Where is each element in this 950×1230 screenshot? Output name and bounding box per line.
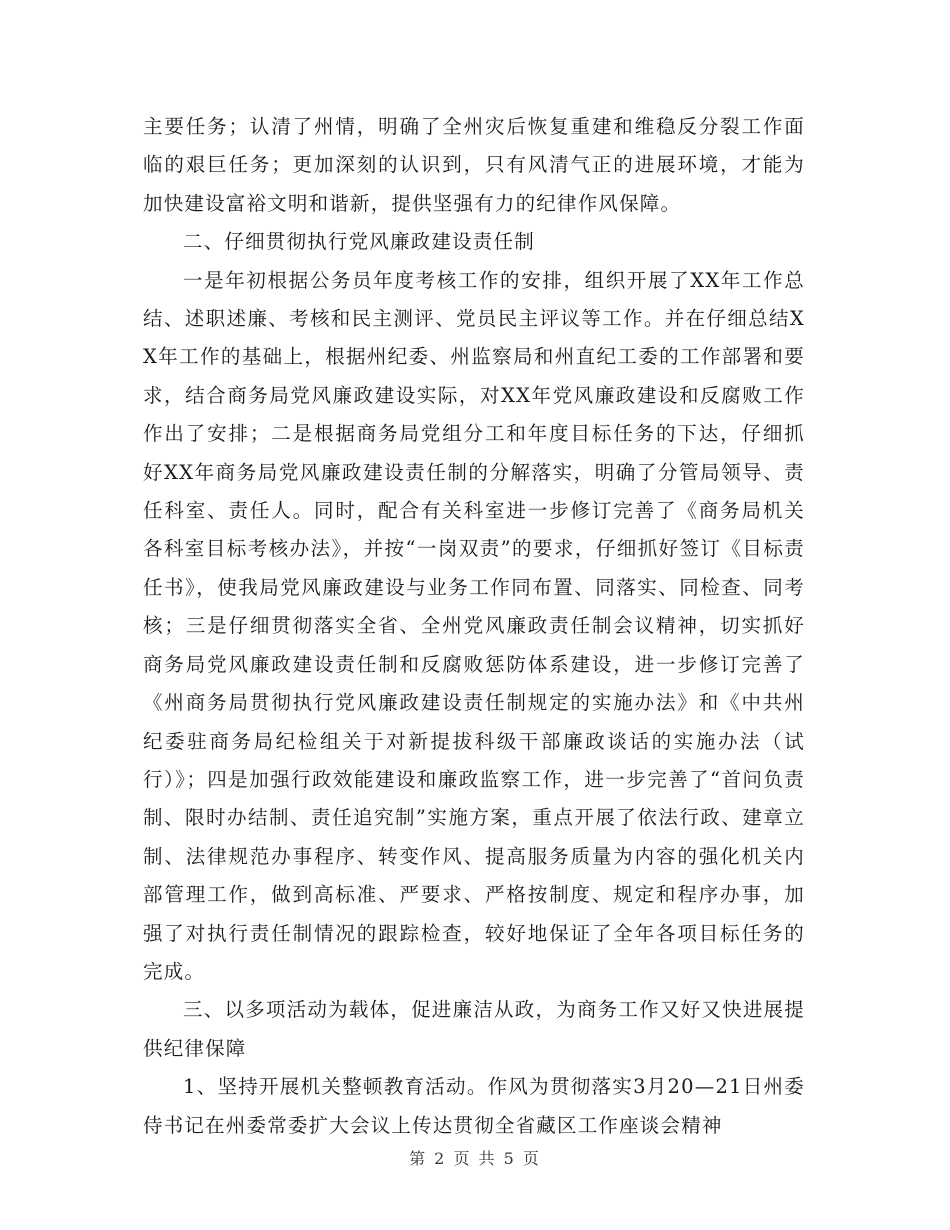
section-heading-2: 二、仔细贯彻执行党风廉政建设责任制 — [183, 230, 535, 254]
paragraph-rectification-activity: 1、坚持开展机关整顿教育活动。作风为贯彻落实3月20—21日州委侍书记在州委常委扩大会议上传达贯彻全省藏区工作座谈会精神 — [143, 1075, 805, 1137]
paragraph-continuation: 主要任务；认清了州情，明确了全州灾后恢复重建和维稳反分裂工作面临的艰巨任务；更加深刻的认识到，只有风清气正的进展环境，才能为加快建设富裕文明和谐新，提供坚强有力的纪律作风保障。 — [143, 115, 805, 215]
document-body — [143, 108, 805, 1145]
page-number-footer: 第 2 页 共 5 页 — [409, 1149, 541, 1168]
section-heading-3: 三、以多项活动为载体，促进廉洁从政，为商务工作又好又快进展提供纪律保障 — [143, 998, 805, 1060]
paragraph-responsibility-system: 一是年初根据公务员年度考核工作的安排，组织开展了XX年工作总结、述职述廉、考核和民主测评、党员民主评议等工作。并在仔细总结XX年工作的基础上，根据州纪委、州监察局和州直纪工委的工作部署和要求，结合商务局党风廉政建设实际，对XX年党风廉政建设和反腐败工作作出了安排；二是根据商务局党组分工和年度目标任务的下达，仔细抓好XX年商务局党风廉政建设责任制的分解落实，明确了分管局领导、责任科室、责任人。同时，配合有关科室进一步修订完善了《商务局机关各科室目标考核办法》，并按“一岗双责”的要求，仔细抓好签订《目标责任书》，使我局党风廉政建设与业务工作同布置、同落实、同检查、同考核；三是仔细贯彻落实全省、全州党风廉政责任制会议精神，切实抓好商务局党风廉政建设责任制和反腐败惩防体系建设，进一步修订完善了《州商务局贯彻执行党风廉政建设责任制规定的实施办法》和《中共州纪委驻商务局纪检组关于对新提拔科级干部廉政谈话的实施办法（试行）》；四是加强行政效能建设和廉政监察工作，进一步完善了“首问负责制、限时办结制、责任追究制”实施方案，重点开展了依法行政、建章立制、法律规范办事程序、转变作风、提高服务质量为内容的强化机关内部管理工作，做到高标准、严要求、严格按制度、规定和程序办事，加强了对执行责任制情况的跟踪检查，较好地保证了全年各项目标任务的完成。 — [143, 268, 805, 983]
